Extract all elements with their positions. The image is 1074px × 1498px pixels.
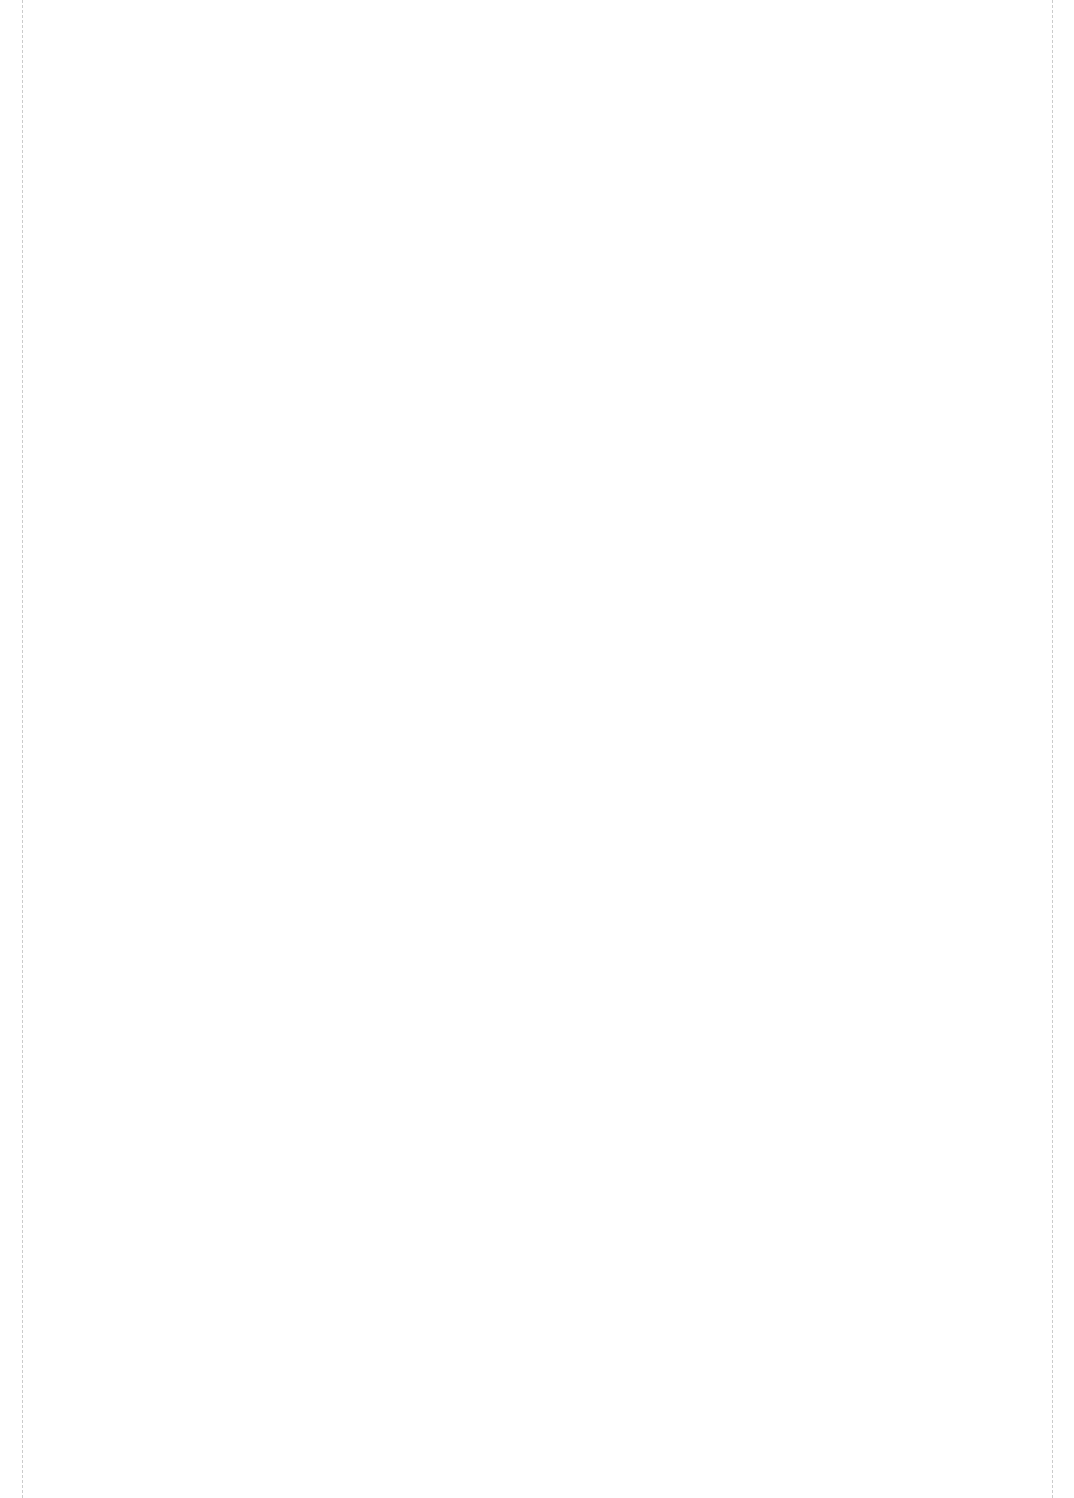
- watermark-left: [4, 0, 18, 1498]
- margin-line-left: [22, 0, 23, 1498]
- watermark-right: [1056, 0, 1070, 1498]
- margin-line-right: [1052, 0, 1053, 1498]
